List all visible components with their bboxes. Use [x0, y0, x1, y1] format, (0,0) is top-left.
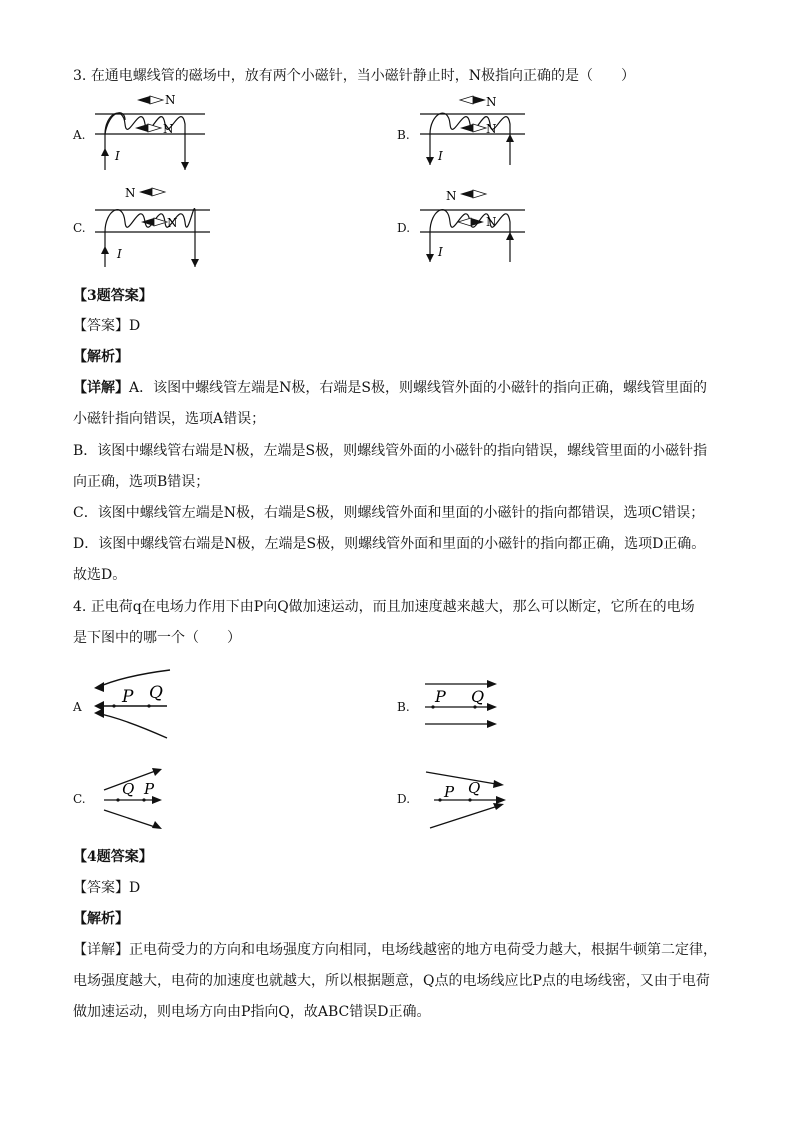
q3-stem: 在通电螺线管的磁场中，放有两个小磁针，当小磁针静止时，N极指向正确的是（ ）: [90, 68, 636, 84]
q3c-n-top: N: [125, 186, 136, 200]
q3b-n-top: N: [486, 95, 497, 109]
q3-option-a-label: A.: [73, 128, 86, 142]
q3-option-b-label: B.: [397, 128, 410, 142]
q3-option-c-label: C.: [73, 221, 86, 235]
q3d-n-inner: N: [486, 215, 497, 229]
q3b-i-label: I: [438, 149, 443, 163]
q4-analysis-heading: 【解析】: [73, 911, 129, 927]
q4-stem-1: 正电荷q在电场力作用下由P向Q做加速运动，而且加速度越来越大，那么可以断定，它所在的电场: [90, 599, 695, 615]
q4-figure-b: [425, 680, 505, 730]
q3-figure-d: [420, 182, 540, 272]
q4-figure-c: [100, 766, 170, 831]
q4c-p-label: P: [144, 780, 155, 798]
q4b-q-label: Q: [471, 687, 485, 706]
q3-detail-line-4: 向正确，选项B错误；: [73, 474, 210, 490]
q4-figure-d: [426, 770, 511, 830]
q3d-n-top: N: [446, 189, 457, 203]
q3-detail-line-5: C．该图中螺线管左端是N极，右端是S极，则螺线管外面和里面的小磁针的指向都错误，选项C错误；: [73, 505, 705, 521]
q3-option-d-label: D.: [397, 221, 411, 235]
q3-figure-c: [95, 182, 215, 272]
q4a-p-label: P: [122, 687, 134, 707]
q3-figure-b: [420, 90, 540, 175]
q3-detail-line-1: [73, 378, 707, 398]
q4d-p-label: P: [444, 783, 455, 801]
q3a-n-top: N: [165, 93, 176, 107]
q4a-q-label: Q: [149, 683, 163, 703]
q4-detail-line-1: 【详解】正电荷受力的方向和电场强度方向相同，电场线越密的地方电荷受力越大，根据牛顿第二定律，: [73, 942, 717, 958]
q4-stem-line-2: 是下图中的哪一个（ ）: [73, 630, 241, 646]
q3-figure-a: [95, 90, 215, 175]
q3-detail-text-1: A．该图中螺线管左端是N极，右端是S极，则螺线管外面的小磁针的指向正确，螺线管里面的: [129, 380, 707, 396]
q4-figure-a: [92, 668, 177, 743]
q3-number: 3.: [73, 68, 87, 84]
q3-stem-line: [73, 66, 635, 86]
q3a-n-inner: N: [163, 122, 174, 136]
q4-number: 4.: [73, 599, 87, 615]
q4-answer: 【答案】D: [73, 880, 141, 896]
q4-option-d-label: D.: [397, 792, 411, 806]
q4-stem-line-1: [73, 597, 695, 617]
q3c-n-inner: N: [167, 216, 178, 230]
q3d-i-label: I: [438, 245, 443, 259]
q4b-p-label: P: [435, 687, 446, 706]
q4-detail-line-3: 做加速运动，则电场方向由P指向Q，故ABC错误D正确。: [73, 1004, 431, 1020]
q4c-q-label: Q: [122, 780, 135, 798]
q4-answer-heading: 【4题答案】: [73, 849, 153, 865]
q3-detail-line-2: 小磁针指向错误，选项A错误；: [73, 411, 266, 427]
q3-detail-line-6: D．该图中螺线管右端是N极，左端是S极，则螺线管外面和里面的小磁针的指向都正确，选项D正确。: [73, 536, 706, 552]
q4-option-b-label: B.: [397, 700, 410, 714]
q4-option-c-label: C.: [73, 792, 86, 806]
q4d-q-label: Q: [468, 779, 481, 797]
q3-detail-line-7: 故选D。: [73, 567, 127, 583]
q3-detail-line-3: B．该图中螺线管右端是N极，左端是S极，则螺线管外面的小磁针的指向错误，螺线管里面的小磁针指: [73, 443, 708, 459]
q3b-n-inner: N: [486, 122, 497, 136]
q4-detail-line-2: 电场强度越大，电荷的加速度也就越大，所以根据题意，Q点的电场线应比P点的电场线密，又由于电荷: [73, 973, 710, 989]
q3c-i-label: I: [117, 247, 122, 261]
q3a-i-label: I: [115, 149, 120, 163]
q3-answer-heading: 【3题答案】: [73, 288, 153, 304]
q3-detail-prefix: 【详解】: [73, 380, 129, 396]
q3-answer: 【答案】D: [73, 318, 141, 334]
q3-analysis-heading: 【解析】: [73, 349, 129, 365]
q4-option-a-label: A: [73, 700, 82, 714]
